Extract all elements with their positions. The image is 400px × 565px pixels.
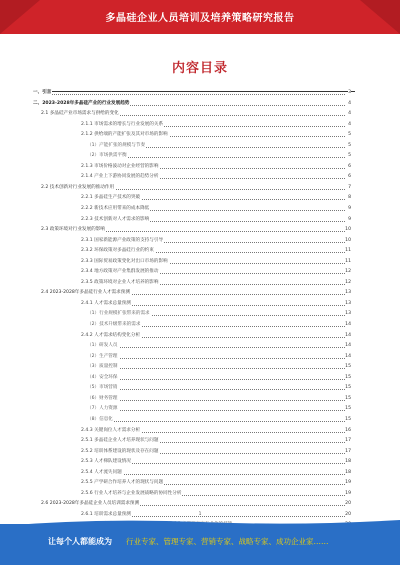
toc-entry-title: （8）信息化 [87,415,114,426]
toc-entry[interactable] [33,267,351,278]
toc-entry-page: 17 [345,436,351,447]
toc-entry-page: 6 [348,162,351,173]
toc-entry-title: 2.4.3 关键岗位人才需求分析 [81,426,141,437]
toc-entry[interactable] [33,120,351,131]
toc-entry-title: 2.6.1 培训需求总量预测 [81,510,132,521]
toc-entry-title: 二、2023-2028年多晶硅产业的行业发展趋势 [33,99,130,110]
toc-entry[interactable] [33,394,351,405]
toc-leader-dots [87,410,345,411]
footer-band [0,524,400,565]
page-number: 1 [198,512,202,517]
toc-entry-title: （2）技术升级带来的需求 [87,320,141,331]
toc-entry-page: 18 [345,457,351,468]
footer-slogan: 让每个人都能成为 [48,537,112,546]
toc-entry[interactable] [33,362,351,373]
toc-entry-title: 2.5.1 多晶硅企业人才培养现状与问题 [81,436,159,447]
toc-entry[interactable] [33,478,351,489]
toc-entry[interactable] [33,130,351,141]
toc-entry-page: 6 [348,172,351,183]
toc-entry-title: （7）人力资源 [87,404,119,415]
footer-roles: 行业专家、管理专家、营销专家、战略专家、成功企业家…… [126,537,329,546]
toc-entry[interactable] [33,341,351,352]
toc-entry-page: 15 [345,415,351,426]
toc-entry-title: 2.4 2023-2028年多晶硅行业人才需求预测 [41,288,131,299]
toc-entry-page: 16 [345,426,351,437]
toc-entry-page: 17 [345,447,351,458]
toc-entry-title: 2.5.6 行业人才培养与企业发展战略的协同性分析 [81,489,182,500]
toc-entry[interactable] [33,373,351,384]
toc-entry-title: 2.1 多晶硅产业市场需求与供给的变化 [41,109,120,120]
toc-entry-title: 2.3.1 国家新能源产业政策的支持与引导 [81,236,164,247]
toc-entry-title: 2.1.1 市场需求的增长与行业发展的关系 [81,120,164,131]
toc-entry-title: 2.2.3 技术创新对人才需求的影响 [81,215,150,226]
toc-entry[interactable] [33,109,351,120]
toc-entry-page: 9 [348,215,351,226]
toc-entry-page: 14 [345,331,351,342]
toc-entry-page: 9 [348,204,351,215]
toc-entry[interactable] [33,151,351,162]
toc-entry[interactable] [33,193,351,204]
toc-entry-title: （5）市场营销 [87,383,119,394]
toc-leader-dots [87,389,345,390]
toc-entry[interactable] [33,183,351,194]
toc-entry-page: 19 [345,478,351,489]
toc-entry-title: 2.5.2 培训体系建设的现状及存在问题 [81,447,159,458]
toc-entry[interactable] [33,246,351,257]
toc-entry[interactable] [33,447,351,458]
toc-entry-title: 2.5.4 人才流失问题 [81,468,123,479]
toc-entry[interactable] [33,172,351,183]
toc-entry[interactable] [33,225,351,236]
toc-entry[interactable] [33,278,351,289]
toc-entry-page: 14 [345,352,351,363]
toc-entry[interactable] [33,436,351,447]
toc-entry[interactable] [33,489,351,500]
toc-entry-page: 4 [348,109,351,120]
toc-entry-page: 8 [348,193,351,204]
toc-entry-page: 18 [345,468,351,479]
toc-entry-page: 14 [345,320,351,331]
toc-entry[interactable] [33,331,351,342]
toc-leader-dots [87,368,345,369]
toc-entry-page: 19 [345,489,351,500]
toc-entry-page: 12 [345,267,351,278]
toc-entry-page: 4 [348,99,351,110]
toc-entry-title: （1）研发人员 [87,341,119,352]
toc-entry[interactable] [33,404,351,415]
toc-heading: 内容目录 [171,61,228,76]
toc-entry[interactable] [33,162,351,173]
toc-leader-dots [87,400,345,401]
toc-entry-page: 3 [348,88,351,99]
footer-wave [0,518,400,526]
toc-entry-page: 5 [348,130,351,141]
toc-entry[interactable] [33,320,351,331]
toc-leader-dots [87,379,345,380]
toc-entry-page: 15 [345,383,351,394]
toc-entry[interactable] [33,352,351,363]
toc-entry-title: 2.4.1 人才需求总量预测 [81,299,132,310]
toc-entry-title: 一、引言 [33,88,52,99]
toc-entry[interactable] [33,299,351,310]
toc-entry-title: （4）安全环保 [87,373,119,384]
toc-entry[interactable] [33,426,351,437]
toc-entry-page: 5 [348,151,351,162]
toc-entry-page: 13 [345,299,351,310]
toc-entry[interactable] [33,415,351,426]
toc-entry[interactable] [33,88,351,99]
toc-entry[interactable] [33,215,351,226]
toc-entry-title: 2.2 技术创新对行业发展的推动作用 [41,183,115,194]
toc-leader-dots [33,94,345,95]
toc-entry-title: 2.1.2 供给端的产能扩张及其对市场的影响 [81,130,169,141]
toc-entry[interactable] [33,257,351,268]
toc-leader-dots [87,421,345,422]
toc-entry-page: 10 [345,236,351,247]
toc-entry-page: 11 [345,257,351,268]
toc-entry[interactable] [33,383,351,394]
toc-entry-title: 2.5.3 人才梯队建设情况 [81,457,132,468]
toc-entry-title: 2.3 政策环境对行业发展的影响 [41,225,106,236]
toc-entry-page: 7 [348,183,351,194]
toc-entry-title: 2.1.4 产业上下游协同发展的趋势分析 [81,172,159,183]
toc-entry-title: 2.3.2 环保政策对多晶硅行业的约束 [81,246,155,257]
toc-entry-title: （3）质量控制 [87,362,119,373]
toc-entry-title: （1）产能扩张的规模与节奏 [87,141,146,152]
toc-entry-page: 13 [345,309,351,320]
toc-entry[interactable] [33,457,351,468]
toc-entry-page: 14 [345,341,351,352]
toc-entry-page: 4 [348,120,351,131]
toc-entry-title: （2）生产管理 [87,352,119,363]
toc-entry-title: 2.2.2 新技术应用带来的成本降低 [81,204,150,215]
toc-entry-title: 2.5.5 产学研合作培养人才的现状与问题 [81,478,164,489]
toc-entry-page: 15 [345,362,351,373]
toc-entry-page: 10 [345,225,351,236]
toc-entry-title: （6）财务管理 [87,394,119,405]
toc-entry-title: 2.1.3 市场价格波动对企业经营的影响 [81,162,159,173]
toc-entry[interactable] [33,468,351,479]
toc-entry-title: 2.3.4 地方政策对产业集群发展的推动 [81,267,159,278]
toc-entry-title: （2）市场供需平衡 [87,151,128,162]
toc-entry-title: 2.6 2023-2028年多晶硅企业人员培训需求预测 [41,499,140,510]
toc-entry-title: （1）行业规模扩张带来的需求 [87,309,151,320]
toc-entry[interactable] [33,204,351,215]
header-band [0,0,400,34]
toc-entry-page: 13 [345,288,351,299]
toc-entry-title: 2.4.2 人才需求结构变化分析 [81,331,141,342]
toc-entry-page: 20 [345,510,351,521]
toc-entry[interactable] [33,288,351,299]
toc-entry-page: 11 [345,246,351,257]
toc-entry-page: 15 [345,373,351,384]
toc-entry-page: 15 [345,394,351,405]
toc-entry[interactable] [33,141,351,152]
toc-entry[interactable] [33,99,351,110]
toc-entry[interactable] [33,236,351,247]
toc-entry-page: 20 [345,499,351,510]
toc-entry[interactable] [33,309,351,320]
toc-entry-title: 2.2.1 多晶硅生产技术的突破 [81,193,141,204]
toc-leader-dots [87,347,345,348]
toc-entry-title: 2.3.3 国际贸易政策变化对出口市场的影响 [81,257,169,268]
table-of-contents [33,88,351,531]
report-title: 多晶硅企业人员培训及培养策略研究报告 [105,13,295,24]
toc-entry-page: 15 [345,404,351,415]
toc-leader-dots [87,358,345,359]
toc-entry-page: 12 [345,278,351,289]
toc-entry[interactable] [33,499,351,510]
toc-entry-title: 2.3.5 政策环境对企业人才培养的影响 [81,278,159,289]
toc-entry-page: 5 [348,141,351,152]
